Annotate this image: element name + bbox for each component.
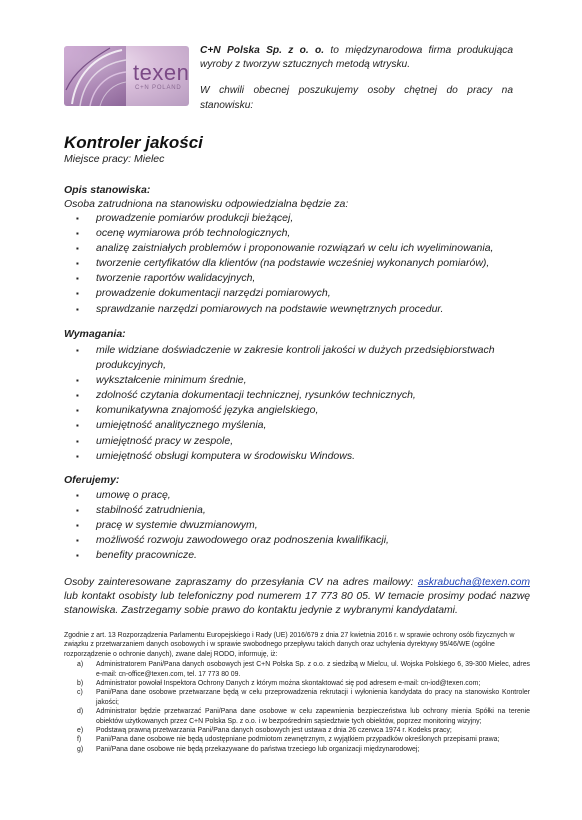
company-intro	[200, 44, 513, 113]
list-item: ▪ sprawdzanie narzędzi pomiarowych na podstawie wewnętrznych procedur.	[76, 302, 526, 317]
list-item: ▪ analizę zaistniałych problemów i proponowanie rozwiązań w celu ich wyeliminowania,	[76, 241, 526, 256]
gdpr-item-mark: e)	[77, 727, 84, 735]
list-item: ▪ benefity pracownicze.	[76, 548, 526, 563]
list-item: ▪ prowadzenie pomiarów produkcji bieżącej,	[76, 211, 526, 226]
list-item: ▪ pracę w systemie dwuzmianowym,	[76, 518, 526, 533]
company-logo	[64, 46, 189, 106]
list-item: ▪ komunikatywna znajomość języka angielskiego,	[76, 403, 526, 418]
gdpr-intro: Zgodnie z art. 13 Rozporządzenia Parlamentu Europejskiego i Rady (UE) 2016/679 z dnia 27 kwietnia 2016 r. w sprawie ochrony osób fizycznych w związku z przetwarzaniem danych osobowych i w sprawie swobodnego przepływu takich danych oraz uchylenia dyrektywy 95/46/WE (ogólne rozporządzenie o ochronie danych), zwane dalej RODO, informuję, iż:	[64, 632, 515, 658]
list-item: ▪ stabilność zatrudnienia,	[76, 503, 526, 518]
gdpr-item	[64, 726, 530, 735]
gdpr-item	[64, 735, 530, 744]
application-call	[64, 576, 530, 618]
email-link[interactable]: askrabucha@texen.com	[417, 577, 530, 588]
list-item: ▪ ocenę wymiarowa prób technologicznych,	[76, 226, 526, 241]
list-item: ▪ umiejętność pracy w zespole,	[76, 434, 526, 449]
list-item: ▪ umiejętność analitycznego myślenia,	[76, 418, 526, 433]
gdpr-item-text: Administrator będzie przetwarzać Pani/Pana dane osobowe w celu zapewnienia bezpieczeństwa lub ochrony mienia Spółki na terenie obiektów użytkowanych przez C+N Polska Sp. z o.o. i w bezpośrednim sąsiedztwie tych obiektów, poprzez monitoring wizyjny;	[96, 708, 530, 725]
company-name: C+N Polska Sp. z o. o.	[200, 45, 325, 56]
logo-wordmark: texen	[133, 60, 189, 85]
description-heading: Opis stanowiska:	[64, 184, 151, 196]
description-lead: Osoba zatrudniona na stanowisku odpowiedzialna będzie za:	[64, 198, 349, 210]
job-location: Miejsce pracy: Mielec	[64, 153, 165, 165]
gdpr-item-mark: g)	[77, 745, 84, 753]
intro-text: to międzynarodowa firma produkująca wyroby z tworzyw sztucznych metodą wtrysku.	[200, 45, 513, 71]
list-item: ▪ zdolność czytania dokumentacji technicznej, rysunków technicznych,	[76, 388, 526, 403]
gdpr-item-text: Pani/Pana dane osobowe przetwarzane będą w celu przeprowadzenia rekrutacji i wyłonienia kandydata do pracy na stanowisko Kontroler jakości;	[96, 689, 530, 706]
list-item: ▪ tworzenie raportów walidacyjnych,	[76, 271, 526, 286]
offer-list	[76, 488, 526, 563]
requirements-heading: Wymagania:	[64, 328, 126, 340]
job-title: Kontroler jakości	[64, 133, 203, 152]
gdpr-clause	[64, 631, 530, 754]
list-item: ▪ możliwość rozwoju zawodowego oraz podnoszenia kwalifikacji,	[76, 533, 526, 548]
gdpr-item-text: Pani/Pana dane osobowe nie będą udostępniane podmiotom zewnętrznym, z wyjątkiem przypadków określonych przepisami prawa;	[96, 736, 500, 744]
gdpr-item	[64, 745, 530, 754]
gdpr-item-mark: d)	[77, 708, 84, 716]
swirl-graphic-icon	[64, 46, 126, 106]
gdpr-list	[64, 660, 530, 754]
list-item: ▪ prowadzenie dokumentacji narzędzi pomiarowych,	[76, 286, 526, 301]
gdpr-item-mark: a)	[77, 661, 84, 669]
gdpr-item	[64, 707, 530, 726]
intro-paragraph	[200, 44, 513, 72]
gdpr-item-text: Administratorem Pani/Pana danych osobowych jest C+N Polska Sp. z o.o. z siedzibą w Mielcu, ul. Wojska Polskiego 6, 39-300 Mielec, adres e-mail: cn-office@texen.com, tel. 17 773 80 09.	[96, 661, 530, 678]
gdpr-item-mark: c)	[77, 689, 83, 697]
gdpr-item-text: Administrator powołał Inspektora Ochrony Danych z którym można skontaktować się pod adresem e-mail: cn-iod@texen.com;	[96, 680, 481, 688]
gdpr-item	[64, 679, 530, 688]
gdpr-item-mark: f)	[77, 736, 82, 744]
cta-text-after: lub kontakt osobisty lub telefoniczny pod numerem 17 773 80 05. W temacie prosimy podać nazwę stanowiska. Zastrzegamy sobie prawo do kontaktu jedynie z wybranymi kandydatami.	[64, 591, 530, 616]
list-item: ▪ umowę o pracę,	[76, 488, 526, 503]
list-item: ▪ umiejętność obsługi komputera w środowisku Windows.	[76, 449, 526, 464]
cta-text-before: Osoby zainteresowane zapraszamy do przesyłania CV na adres mailowy:	[64, 577, 418, 588]
gdpr-item	[64, 688, 530, 707]
list-item: ▪ wykształcenie minimum średnie,	[76, 373, 526, 388]
logo-subtitle: C+N POLAND	[135, 85, 182, 91]
intro-seeking: W chwili obecnej poszukujemy osoby chętnej do pracy na stanowisku:	[200, 85, 513, 111]
list-item: ▪ tworzenie certyfikatów dla klientów (na podstawie wcześniej wykonanych pomiarów),	[76, 256, 526, 271]
gdpr-item-mark: b)	[77, 680, 84, 688]
offer-heading: Oferujemy:	[64, 474, 120, 486]
gdpr-item	[64, 660, 530, 679]
list-item: ▪ mile widziane doświadczenie w zakresie kontroli jakości w dużych przedsiębiorstwach produkcyjnych,	[76, 343, 526, 373]
gdpr-item-text: Pani/Pana dane osobowe nie będą przekazywane do państwa trzeciego lub organizacji międzynarodowej;	[96, 745, 420, 753]
description-list	[76, 211, 526, 317]
requirements-list	[76, 343, 526, 464]
gdpr-item-text: Podstawą prawną przetwarzania Pani/Pana danych osobowych jest ustawa z dnia 26 czerwca 1974 r. Kodeks pracy;	[96, 727, 452, 735]
